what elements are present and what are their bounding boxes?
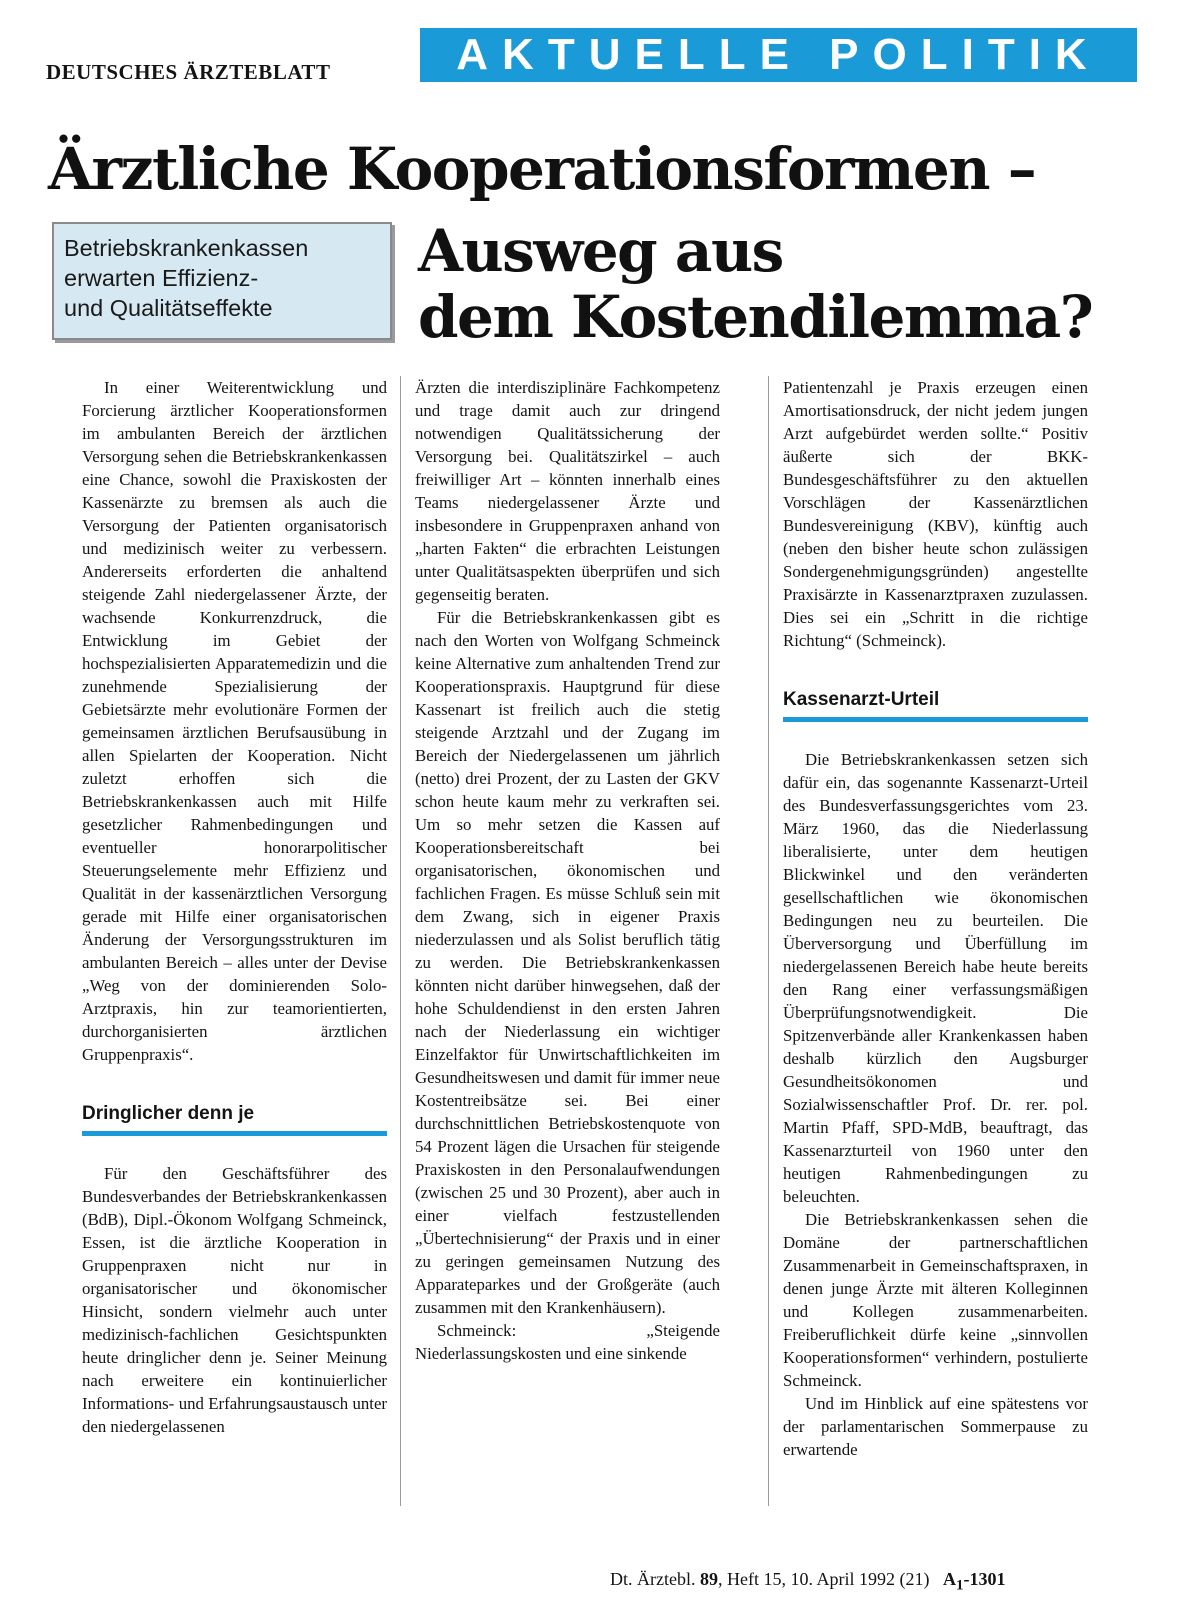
section-banner: AKTUELLE POLITIK <box>420 28 1137 82</box>
body-paragraph: Schmeinck: „Steigende Niederlassungskosten und eine sinkende <box>415 1321 720 1363</box>
body-paragraph: Patientenzahl je Praxis erzeugen einen Amortisationsdruck, der nicht jedem jungen Arzt aufgebürdet werden sollte.“ Positiv äußerte sich der BKK-Bundesgeschäftsführer zu den aktuellen Vorschlägen der Kassenärztlichen Bundesvereinigung (KBV), künftig auch (neben den bisher heute schon zulässigen Sondergenehmigungsgründen) angestellte Praxisärzte in Kassenarztpraxen zuzulassen. Dies sei ein „Schritt in die richtige Richtung“ (Schmeinck). <box>783 378 1088 650</box>
article-column-2 <box>415 376 720 1556</box>
body-paragraph: Für den Geschäftsführer des Bundesverbandes der Betriebskrankenkassen (BdB), Dipl.-Ökonom Wolfgang Schmeinck, Essen, ist die ärztliche Kooperation in Gruppenpraxen nicht nur in organisatorischer und ökonomischer Hinsicht, sondern vielmehr auch unter medizinisch-fachlichen Gesichtspunkten heute dringlicher denn je. Seiner Meinung nach erweitere ein kontinuierlicher Informations- und Erfahrungsaustausch unter den niedergelassenen <box>82 1164 387 1436</box>
footer-citation-rest: , Heft 15, 10. April 1992 (21) <box>717 1569 930 1589</box>
footer-volume: 89 <box>699 1569 718 1589</box>
headline-line3: dem Kostendilemma? <box>418 283 1093 351</box>
body-paragraph: Und im Hinblick auf eine spätestens vor der parlamentarischen Sommerpause zu erwartende <box>783 1394 1088 1459</box>
body-paragraph: Die Betriebskrankenkassen setzen sich dafür ein, das sogenannte Kassenarzt-Urteil des Bundesverfassungsgerichtes vom 23. März 1960, das die Niederlassung liberalisierte, unter dem heutigen Blickwinkel und den veränderten gesellschaftlichen wie ökonomischen Bedingungen neu zu beurteilen. Die Überversorgung und Überfüllung im niedergelassenen Bereich habe heute bereits den Rang einer verfassungsmäßigen Überprüfungsnotwendigkeit. Die Spitzenverbände aller Krankenkassen haben deshalb kürzlich den Augsburger Gesundheitsökonomen und Sozialwissenschaftler Prof. Dr. rer. pol. Martin Pfaff, SPD-MdB, beauftragt, das Kassenarzturteil von 1960 unter den heutigen Rahmenbedingungen zu beleuchten. <box>783 750 1088 1206</box>
subhead-line2: erwarten Effizienz- <box>64 265 259 291</box>
column-divider <box>400 376 401 1506</box>
subheading-kassenarzt-urteil: Kassenarzt-Urteil <box>783 688 1088 722</box>
column-divider <box>768 376 769 1506</box>
page-footer <box>610 1569 1005 1595</box>
body-paragraph: Die Betriebskrankenkassen sehen die Domäne der partnerschaftlichen Zusammenarbeit in Gemeinschaftspraxen, in denen junge Ärzte mit älteren Kolleginnen und Kollegen zusammenarbeiten. Freiberuflichkeit dürfe keine „sinnvollen Kooperationsformen“ verhindern, postulierte Schmeinck. <box>783 1210 1088 1390</box>
footer-page-number: -1301 <box>963 1569 1006 1589</box>
body-paragraph: Für die Betriebskrankenkassen gibt es nach den Worten von Wolfgang Schmeinck keine Alternative zum anhaltenden Trend zur Kooperationspraxis. Hauptgrund für diese Kassenart ist freilich auch die stetig steigende Arztzahl und der Zugang im Bereich der Niedergelassenen um jährlich (netto) drei Prozent, der zu Lasten der GKV schon heute kaum mehr zu verkraften sei. Um so mehr setzen die Kassen auf Kooperationsbereitschaft bei organisatorischen, ökonomischen und fachlichen Fragen. Es müsse Schluß sein mit dem Zwang, sich in eigener Praxis niederzulassen und als Solist beruflich tätig zu werden. Die Betriebskrankenkassen könnten nicht darüber hinwegsehen, daß der hohe Schuldendienst in den ersten Jahren nach der Niederlassung ein wichtiger Einzelfaktor für Unwirtschaftlichkeiten im Gesundheitswesen und damit für immer neue Kostentreibsätze sei. Bei einer durchschnittlichen Betriebskostenquote von 54 Prozent lägen die Ursachen für steigende Praxiskosten in den Personalaufwendungen (zwischen 25 und 30 Prozent), aber auch in einer vielfach festzustellenden „Übertechnisierung“ der Praxis und in einer zu geringen gemeinsamen Nutzung des Apparateparkes und der Großgeräte (auch zusammen mit den Krankenhäusern). <box>415 608 720 1317</box>
subheading-dringlicher: Dringlicher denn je <box>82 1102 387 1136</box>
headline-line2: Ausweg aus <box>418 217 783 285</box>
headline-line1: Ärztliche Kooperationsformen – <box>48 135 1036 203</box>
article-column-1 <box>82 376 387 1556</box>
body-paragraph: In einer Weiterentwicklung und Forcierung ärztlicher Kooperationsformen im ambulanten Bereich der ärztlichen Versorgung sehen die Betriebskrankenkassen eine Chance, sowohl die Praxiskosten der Kassenärzte zu bremsen als auch die Versorgung der Patienten organisatorisch und medizinisch weiter zu verbessern. Andererseits erforderten die anhaltend steigende Zahl niedergelassener Ärzte, der wachsende Konkurrenzdruck, die Entwicklung im Gebiet der hochspezialisierten Apparatemedizin und die zunehmende Spezialisierung der Gebietsärzte mehr evolutionäre Formen der gemeinsamen ärztlichen Berufsausübung in allen Spielarten der Kooperation. Nicht zuletzt erhoffen sich die Betriebskrankenkassen auch mit Hilfe gesetzlicher Rahmenbedingungen und eventueller honorarpolitischer Steuerungselemente mehr Effizienz und Qualität in der kassenärztlichen Versorgung gerade mit Hilfe einer organisatorischen Änderung der Versorgungsstrukturen im ambulanten Bereich – alles unter der Devise „Weg von der dominierenden Solo-Arztpraxis, hin zur teamorientierten, durchorganisierten ärztlichen Gruppenpraxis“. <box>82 378 387 1064</box>
subhead-box <box>52 222 392 340</box>
article-column-3 <box>783 376 1088 1556</box>
footer-page-sub: 1 <box>955 1577 964 1594</box>
journal-name: DEUTSCHES ÄRZTEBLATT <box>46 60 331 84</box>
subhead-line1: Betriebskrankenkassen <box>64 235 309 261</box>
footer-citation-prefix: Dt. Ärztebl. <box>610 1569 696 1589</box>
subhead-line3: und Qualitätseffekte <box>64 295 273 321</box>
headline-continuation <box>418 218 1092 350</box>
footer-page-label: A <box>942 1569 956 1589</box>
body-paragraph: Ärzten die interdisziplinäre Fachkompetenz und trage damit auch zur dringend notwendigen Qualitätssicherung der Versorgung bei. Qualitätszirkel – auch freiwilliger Art – könnten innerhalb eines Teams niedergelassener Ärzte und insbesondere in Gruppenpraxen anhand von „harten Fakten“ die erbrachten Leistungen unter Qualitätsaspekten überprüfen und sich gegenseitig beraten. <box>415 378 720 604</box>
